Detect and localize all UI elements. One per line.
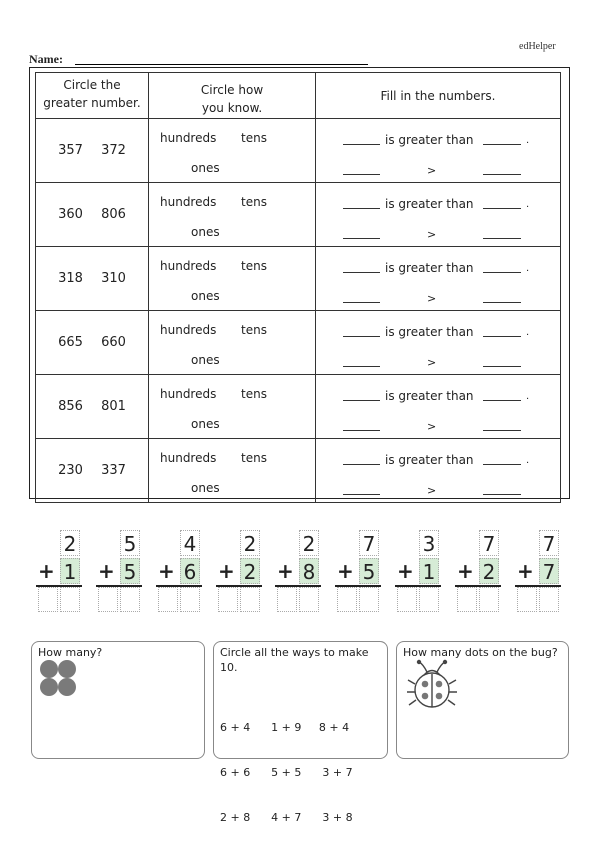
greater-than-symbol: > [427,164,437,177]
ladybug-icon [403,658,463,718]
make-ten-box [213,641,388,824]
period: . [526,199,530,210]
addition-problem [395,530,441,612]
addend-bottom: 5 [359,558,379,584]
greater-than-phrase: is greater than [385,133,474,147]
answer-tens-box[interactable] [98,587,118,612]
hundreds-option[interactable]: hundreds [160,195,217,209]
comparison-row [36,375,561,439]
make-ten-line[interactable]: 6 + 4 1 + 9 8 + 4 [220,721,350,734]
addend-top: 3 [419,530,439,556]
name-label: Name: [29,52,63,66]
fill-in-cell [316,439,561,503]
answer-ones-box[interactable] [120,587,140,612]
addend-top: 2 [60,530,80,556]
ones-option[interactable]: ones [191,481,220,495]
answer-blank[interactable] [343,400,380,401]
number-b[interactable]: 660 [101,335,126,350]
comparison-row [36,311,561,375]
answer-blank[interactable] [343,302,380,303]
answer-blank[interactable] [343,366,380,367]
period: . [526,263,530,274]
tens-option[interactable]: tens [241,323,267,337]
addend-top: 4 [180,530,200,556]
make-ten-title: Circle all the ways to make 10. [220,646,369,674]
answer-blank[interactable] [343,144,380,145]
plus-sign: + [277,559,294,583]
number-a[interactable]: 360 [58,207,83,222]
answer-blank[interactable] [483,208,521,209]
plus-sign: + [218,559,235,583]
header-fill-numbers: Fill in the numbers. [316,73,561,119]
how-many-title: How many? [38,646,103,659]
addend-top: 7 [539,530,559,556]
count-circle [58,678,76,696]
answer-tens-box[interactable] [457,587,477,612]
ones-option[interactable]: ones [191,289,220,303]
make-ten-options[interactable] [220,690,353,855]
answer-ones-box[interactable] [419,587,439,612]
greater-than-symbol: > [427,420,437,433]
addition-problem [515,530,561,612]
ones-option[interactable]: ones [191,161,220,175]
answer-blank[interactable] [343,464,380,465]
addend-top: 5 [120,530,140,556]
period: . [526,327,530,338]
number-a[interactable]: 357 [58,143,83,158]
answer-tens-box[interactable] [218,587,238,612]
answer-ones-box[interactable] [60,587,80,612]
tens-option[interactable]: tens [241,451,267,465]
hundreds-option[interactable]: hundreds [160,387,217,401]
answer-blank[interactable] [343,238,380,239]
ones-option[interactable]: ones [191,225,220,239]
answer-blank[interactable] [343,336,380,337]
number-b[interactable]: 806 [101,207,126,222]
brand-label: edHelper [519,41,556,52]
answer-ones-box[interactable] [359,587,379,612]
greater-than-symbol: > [427,228,437,241]
addend-top: 7 [359,530,379,556]
addition-problem [216,530,262,612]
hundreds-option[interactable]: hundreds [160,451,217,465]
answer-blank[interactable] [483,464,521,465]
number-pair[interactable] [36,119,149,183]
answer-ones-box[interactable] [539,587,559,612]
make-ten-line[interactable]: 6 + 6 5 + 5 3 + 7 [220,766,353,779]
fill-in-cell [316,311,561,375]
addend-bottom: 1 [60,558,80,584]
number-a[interactable]: 856 [58,399,83,414]
addition-problem [96,530,142,612]
bug-box [396,641,569,759]
greater-than-symbol: > [427,484,437,497]
name-input-line[interactable] [75,64,368,65]
period: . [526,391,530,402]
comparison-row [36,439,561,503]
table-header-row [36,73,561,119]
fill-in-cell [316,247,561,311]
answer-blank[interactable] [483,174,521,175]
addition-problem [335,530,381,612]
addend-bottom: 7 [539,558,559,584]
answer-blank[interactable] [343,272,380,273]
number-b[interactable]: 337 [101,463,126,478]
answer-blank[interactable] [483,302,521,303]
comparison-row [36,183,561,247]
tens-option[interactable]: tens [241,195,267,209]
answer-blank[interactable] [483,336,521,337]
addend-top: 7 [479,530,499,556]
number-b[interactable]: 801 [101,399,126,414]
greater-than-symbol: > [427,356,437,369]
header-circle-greater: Circle the greater number. [36,73,149,119]
count-circle [58,660,76,678]
tens-option[interactable]: tens [241,259,267,273]
fill-in-cell [316,183,561,247]
ones-option[interactable]: ones [191,417,220,431]
number-b[interactable]: 310 [101,271,126,286]
addend-bottom: 2 [479,558,499,584]
comparison-row [36,119,561,183]
number-pair[interactable] [36,375,149,439]
answer-tens-box[interactable] [517,587,537,612]
greater-than-symbol: > [427,292,437,305]
addend-bottom: 8 [299,558,319,584]
hundreds-option[interactable]: hundreds [160,323,217,337]
addition-problem [275,530,321,612]
greater-than-phrase: is greater than [385,453,474,467]
comparison-table [35,72,561,503]
answer-ones-box[interactable] [240,587,260,612]
greater-than-phrase: is greater than [385,197,474,211]
answer-tens-box[interactable] [38,587,58,612]
greater-than-phrase: is greater than [385,389,474,403]
number-pair[interactable] [36,247,149,311]
addend-bottom: 2 [240,558,260,584]
answer-blank[interactable] [343,174,380,175]
place-value-choices [149,311,316,375]
answer-tens-box[interactable] [337,587,357,612]
addition-problem [455,530,501,612]
addend-top: 2 [240,530,260,556]
count-circle [40,678,58,696]
answer-blank[interactable] [483,366,521,367]
plus-sign: + [38,559,55,583]
addition-problem [156,530,202,612]
answer-tens-box[interactable] [277,587,297,612]
hundreds-option[interactable]: hundreds [160,131,217,145]
number-pair[interactable] [36,183,149,247]
place-value-choices [149,247,316,311]
place-value-choices [149,439,316,503]
answer-blank[interactable] [483,272,521,273]
ones-option[interactable]: ones [191,353,220,367]
number-b[interactable]: 372 [101,143,126,158]
place-value-choices [149,183,316,247]
fill-in-cell [316,119,561,183]
comparison-row [36,247,561,311]
plus-sign: + [158,559,175,583]
addend-bottom: 6 [180,558,200,584]
place-value-choices [149,119,316,183]
addend-bottom: 1 [419,558,439,584]
count-circle [40,660,58,678]
bug-title: How many dots on the bug? [403,646,558,659]
number-a[interactable]: 230 [58,463,83,478]
how-many-box [31,641,205,759]
answer-blank[interactable] [343,208,380,209]
answer-blank[interactable] [483,238,521,239]
plus-sign: + [98,559,115,583]
greater-than-phrase: is greater than [385,261,474,275]
answer-ones-box[interactable] [180,587,200,612]
plus-sign: + [457,559,474,583]
answer-blank[interactable] [483,144,521,145]
answer-tens-box[interactable] [158,587,178,612]
plus-sign: + [517,559,534,583]
answer-blank[interactable] [483,430,521,431]
answer-blank[interactable] [483,494,521,495]
answer-ones-box[interactable] [479,587,499,612]
answer-tens-box[interactable] [397,587,417,612]
greater-than-phrase: is greater than [385,325,474,339]
tens-option[interactable]: tens [241,131,267,145]
place-value-choices [149,375,316,439]
number-a[interactable]: 665 [58,335,83,350]
plus-sign: + [397,559,414,583]
plus-sign: + [337,559,354,583]
number-pair[interactable] [36,439,149,503]
addend-top: 2 [299,530,319,556]
answer-ones-box[interactable] [299,587,319,612]
make-ten-line[interactable]: 2 + 8 4 + 7 3 + 8 [220,811,353,824]
period: . [526,135,530,146]
addend-bottom: 5 [120,558,140,584]
number-pair[interactable] [36,311,149,375]
fill-in-cell [316,375,561,439]
period: . [526,455,530,466]
answer-blank[interactable] [483,400,521,401]
number-a[interactable]: 318 [58,271,83,286]
addition-problem [36,530,82,612]
header-circle-how: Circle how you know. [149,73,316,119]
hundreds-option[interactable]: hundreds [160,259,217,273]
tens-option[interactable]: tens [241,387,267,401]
answer-blank[interactable] [343,494,380,495]
answer-blank[interactable] [343,430,380,431]
